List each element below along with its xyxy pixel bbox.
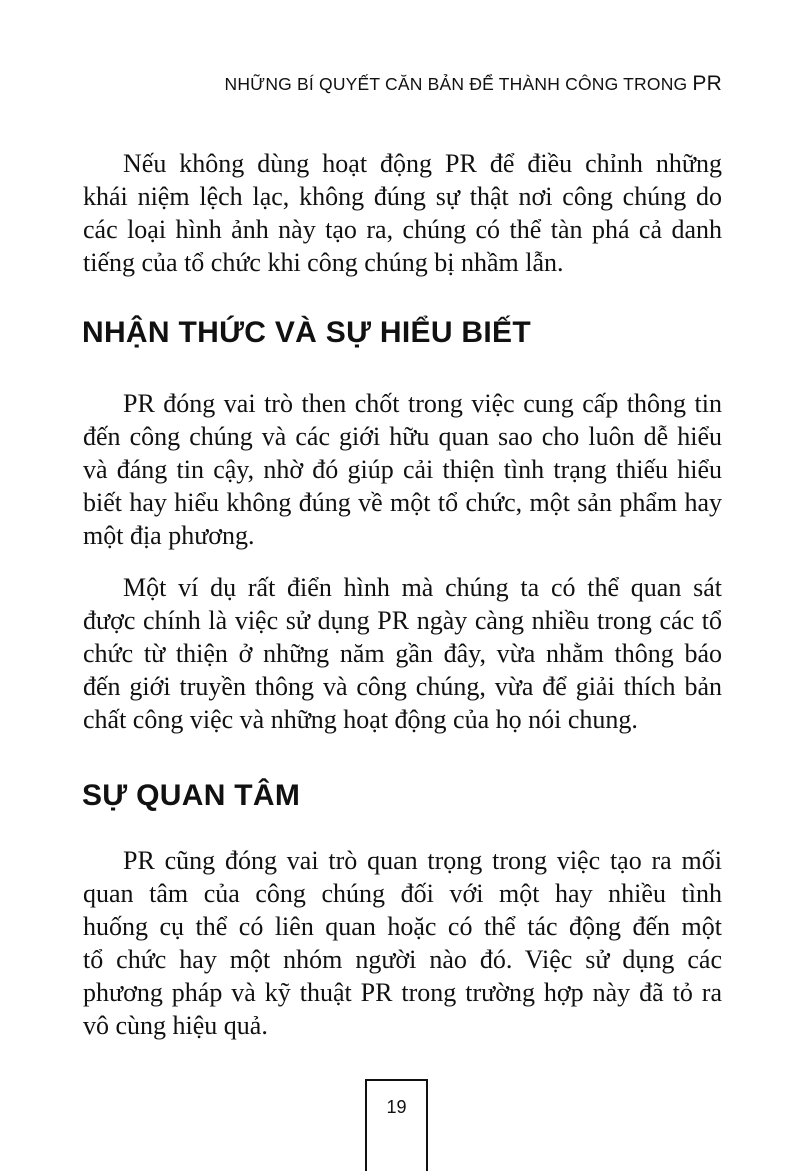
text-line: chất công việc và những hoạt động của họ nói chung. [83,705,638,734]
text-line: PR đóng vai trò then chốt trong việc cung cấp thông tin [123,389,722,418]
text-line: một địa phương. [83,521,255,550]
text-line: PR cũng đóng vai trò quan trọng trong việc tạo ra mối [123,846,722,875]
text-line: khái niệm lệch lạc, không đúng sự thật nơi công chúng do [83,182,722,211]
text-line: Một ví dụ rất điển hình mà chúng ta có thể quan sát [123,573,722,602]
running-header-text: NHỮNG BÍ QUYẾT CĂN BẢN ĐỂ THÀNH CÔNG TRONG [224,74,688,94]
text-line: được chính là việc sử dụng PR ngày càng nhiều trong các tổ [83,606,722,635]
text-line: vô cùng hiệu quả. [83,1011,268,1040]
text-line: biết hay hiểu không đúng về một tổ chức, một sản phẩm hay [83,488,722,517]
paragraph-awareness-2 [83,571,722,736]
section-heading-awareness: NHẬN THỨC VÀ SỰ HIỂU BIẾT [82,316,531,349]
running-header-suffix: PR [692,72,722,95]
paragraph-interest [83,844,722,1042]
page-number-box [365,1079,428,1171]
text-line: huống cụ thể có liên quan hoặc có thể tác động đến một [83,912,722,941]
text-line: các loại hình ảnh này tạo ra, chúng có thể tàn phá cả danh [83,215,722,244]
page-number: 19 [386,1097,407,1117]
text-line: đến công chúng và các giới hữu quan sao cho luôn dễ hiểu [83,422,722,451]
text-line: Nếu không dùng hoạt động PR để điều chỉnh những [123,149,722,178]
running-header [225,72,723,96]
text-line: chức từ thiện ở những năm gần đây, vừa nhằm thông báo [83,639,722,668]
paragraph-intro [83,147,722,279]
section-heading-interest: SỰ QUAN TÂM [82,779,301,812]
text-line: quan tâm của công chúng đối với một hay nhiều tình [83,879,722,908]
text-line: phương pháp và kỹ thuật PR trong trường hợp này đã tỏ ra [83,978,722,1007]
text-line: tiếng của tổ chức khi công chúng bị nhầm lẫn. [83,248,564,277]
paragraph-awareness-1 [83,387,722,552]
text-line: và đáng tin cậy, nhờ đó giúp cải thiện tình trạng thiếu hiểu [83,455,722,484]
text-line: đến giới truyền thông và công chúng, vừa để giải thích bản [83,672,722,701]
text-line: tổ chức hay một nhóm người nào đó. Việc sử dụng các [83,945,722,974]
